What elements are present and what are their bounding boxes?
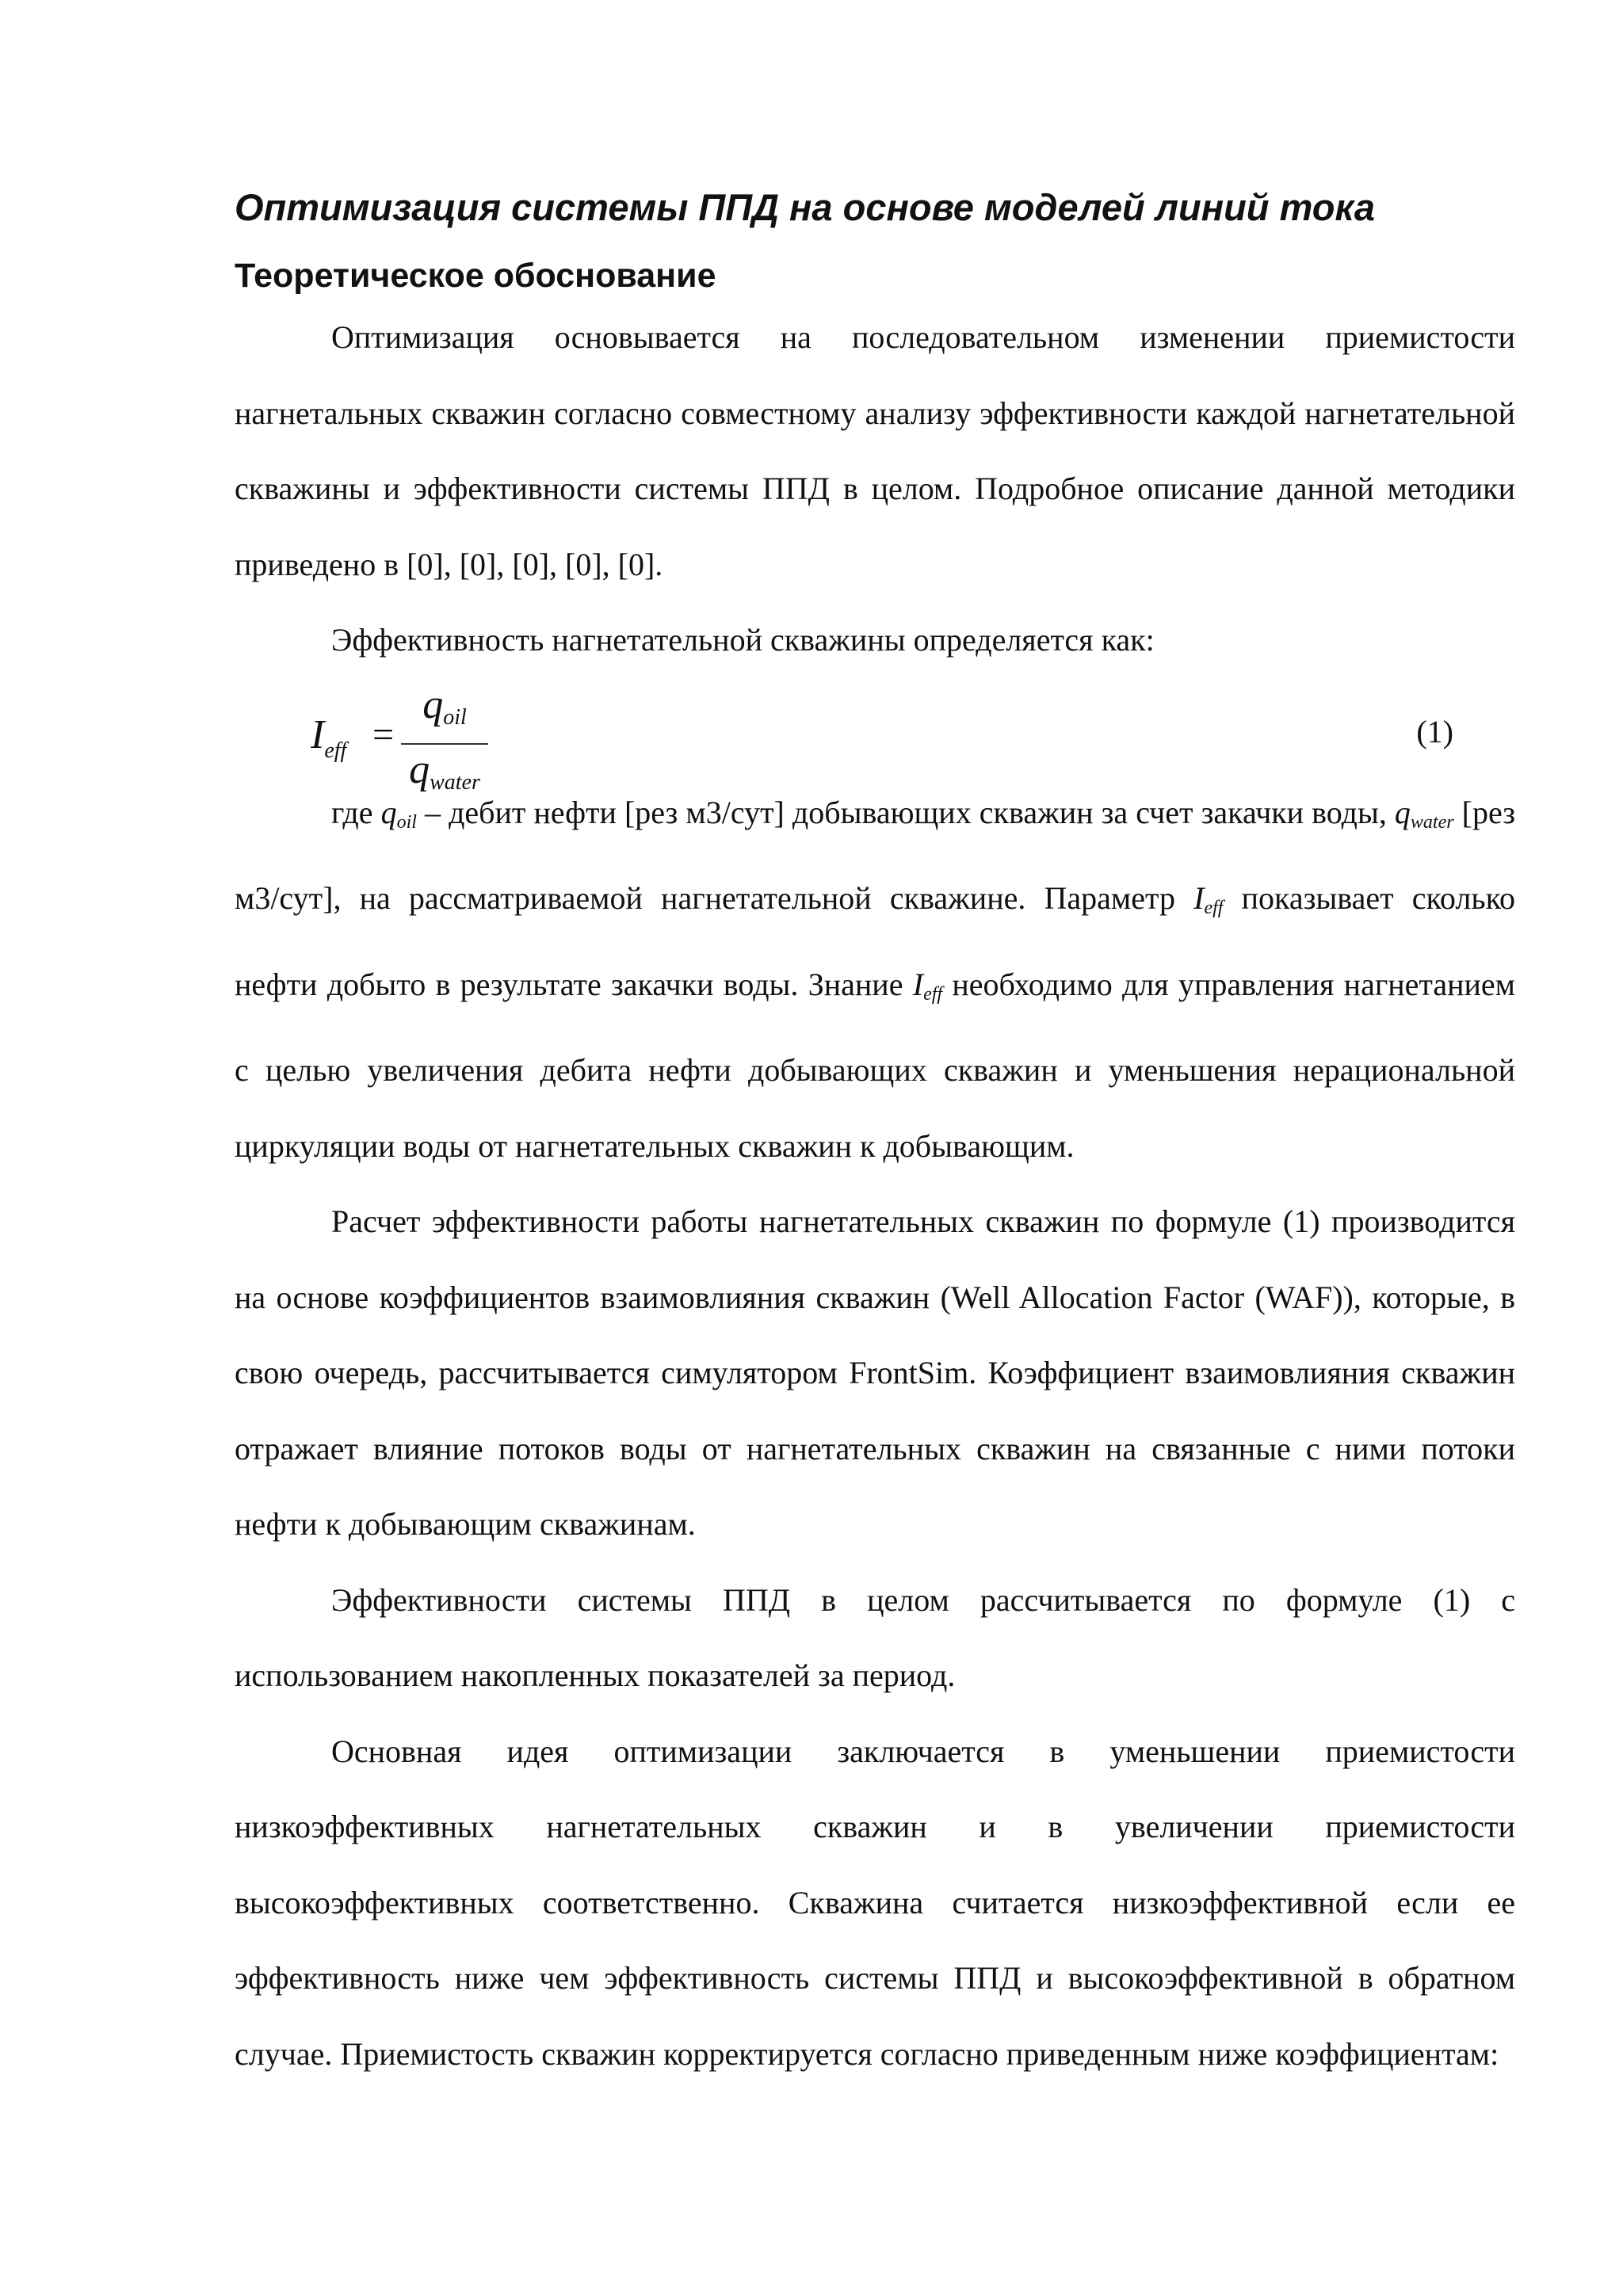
formula-numerator: $q_{oil}$ (422, 681, 467, 730)
paragraph-optimization-idea: Основная идея оптимизации заключается в уменьшении приемистости низкоэффективных нагнетательных скважин и в увеличении приемистости высокоэффективных соответственно. Скважина считается низкоэффективной если ее эффективность ниже чем эффективность системы ППД и высокоэффективной в обратном случае. Приемистость скважин корректируется согласно приведенным ниже коэффициентам: (235, 1733, 1515, 2072)
equation-number: (1) (1416, 713, 1453, 749)
formula-1 (235, 681, 1515, 795)
paragraph-intro: Оптимизация основывается на последовательном изменении приемистости нагнетальных скважин согласно совместному анализу эффективности каждой нагнетательной скважины и эффективности системы ППД в целом. Подробное описание данной методики приведено в [0], [0], [0], [0], [0]. (235, 319, 1515, 582)
section-heading: Теоретическое обоснование (235, 257, 716, 295)
formula-denominator: $q_{water}$ (409, 746, 480, 795)
document-page (235, 182, 1515, 2092)
paragraph-formula-explanation: где $q_{oil}$ – дебит нефти [рез м3/сут] добывающих скважин за счет закачки воды, $q_{water}$ [рез м3/сут], на рассматриваемой нагнетательной скважине. Параметр $I_{eff}$ показывает сколько нефти добыто в результате закачки воды. Знание $I_{eff}$ необходимо для управления нагнетанием с целью увеличения дебита нефти добывающих скважин и уменьшения нерациональной циркуляции воды от нагнетательных скважин к добывающим. (235, 794, 1515, 1164)
formula-equals: = (372, 713, 395, 756)
formula-fraction (401, 683, 488, 805)
document-title: Оптимизация системы ППД на основе моделей линий тока (235, 186, 1375, 228)
fraction-bar (401, 743, 488, 745)
paragraph-waf: Расчет эффективности работы нагнетательных скважин по формуле (1) производится на основе коэффициентов взаимовлияния скважин (Well Allocation Factor (WAF)), которые, в свою очередь, рассчитывается симулятором FrontSim. Коэффициент взаимовлияния скважин отражает влияние потоков воды от нагнетательных скважин на связанные с ними потоки нефти к добывающим скважинам. (235, 1203, 1515, 1542)
paragraph-efficiency-definition: Эффективность нагнетательной скважины определяется как: (331, 622, 1155, 658)
paragraph-system-efficiency: Эффективности системы ППД в целом рассчитывается по формуле (1) с использованием накопленных показателей за период. (235, 1581, 1515, 1693)
formula-lhs: $I_{eff}$ (311, 711, 347, 763)
